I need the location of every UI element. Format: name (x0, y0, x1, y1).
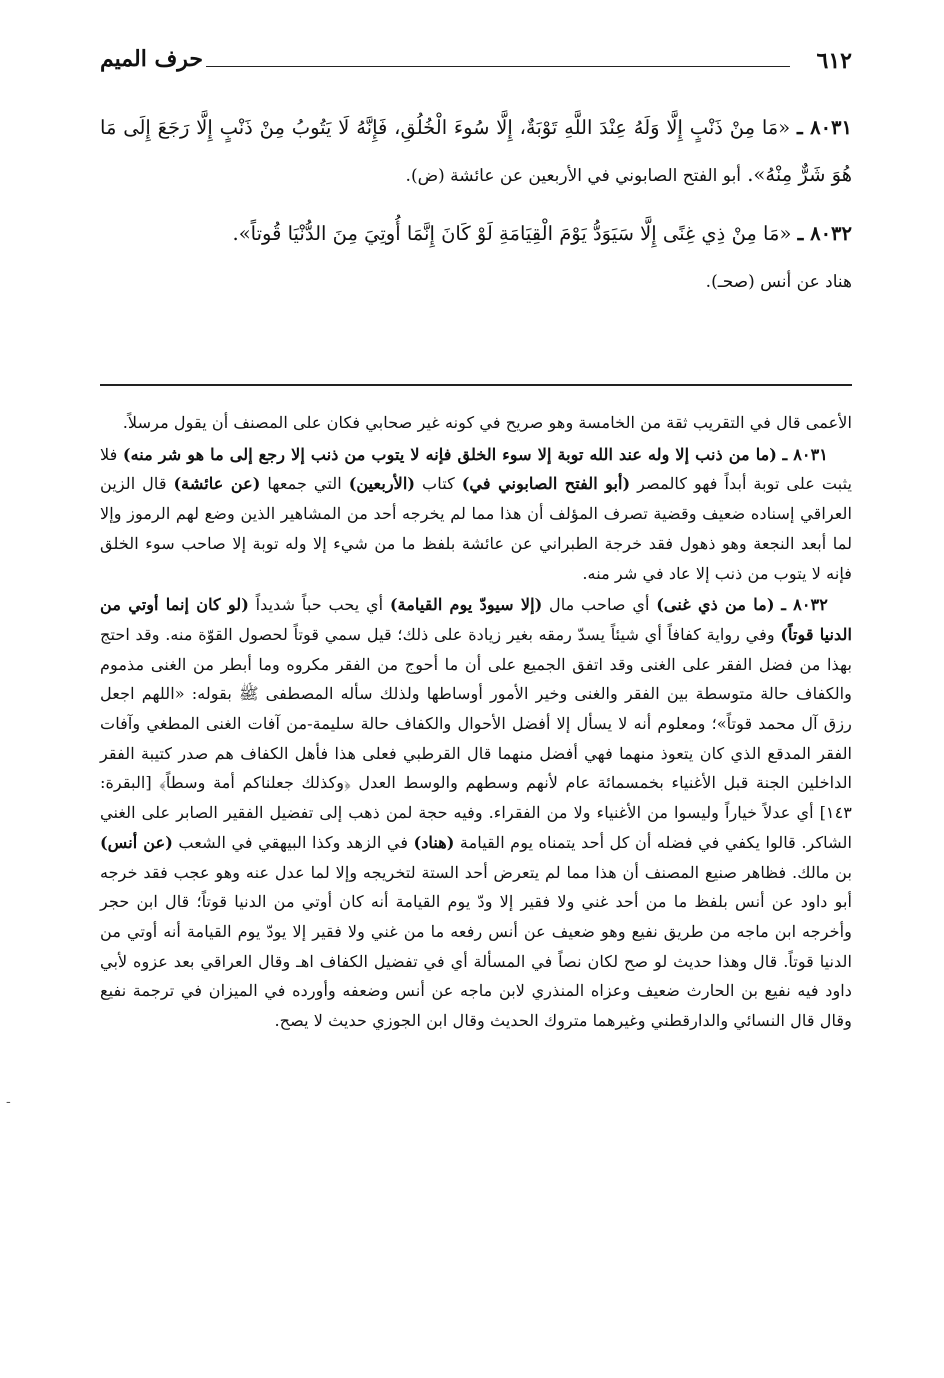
quoted-text: (الأربعين) (348, 474, 416, 494)
footnote-number: ٨٠٣١ ـ (782, 444, 828, 464)
footnote-separator (100, 384, 852, 386)
hadith-text: «مَا مِنْ ذَنْبٍ إِلَّا وَلَهُ عِنْدَ اللَّهِ تَوْبَةٌ، إِلَّا سُوءَ الْخُلُقِ، فَإِنَّهُ لَا يَتُوبُ مِنْ ذَنْبٍ إِلَّا رَجَعَ إِلَى مَا هُوَ شَرٌّ مِنْهُ». (100, 116, 852, 186)
commentary: كتاب (422, 474, 455, 494)
quoted-text: (أبو الفتح الصابوني في) (461, 474, 631, 494)
quoted-text: (ما من ذنب إلا وله عند الله توبة إلا سوء الخلق فإنه لا يتوب من ذنب إلا رجع إلى ما هو شر منه) (122, 444, 777, 464)
quoted-text: (عن أنس) (100, 832, 173, 852)
quoted-text: (هناد) (413, 832, 455, 852)
hadith-number: ٨٠٣١ ـ (796, 116, 852, 139)
commentary: في الزهد وكذا البيهقي في الشعب (178, 832, 409, 852)
commentary: أي صاحب مال (548, 595, 650, 615)
header-rule (206, 66, 790, 67)
quoted-text: (إلا سيودّ يوم القيامة) (389, 595, 543, 615)
commentary: قال الزين العراقي إسناده ضعيف وقضية تصرف المؤلف أن هذا مما لم يخرجه أحد من المشاهير الذين وضع لهم الرموز وإلا لما أبعد النجعة وهو ذهول فقد خرجة الطبراني عن عائشة بلفظ ما من شيء إلا وله توبة إلا صاحب سوء الخلق فإنه لا يتوب من ذنب إلا عاد في شر منه. (100, 474, 852, 583)
footnote-number: ٨٠٣٢ ـ (781, 595, 828, 615)
commentary: وفي رواية كفافاً أي شيئاً يسدّ رمقه بغير زيادة على ذلك؛ قيل سمي قوتاً لحصول القوّة منه. وقد احتج بهذا من فضل الفقر على الغنى وقد اتفق الجميع على أن ما أحوج من الفقر مكروه وما أبطر من الغنى مذموم والكفاف حالة متوسطة بين الفقر والغنى وخير الأمور أوساطها ولذلك سأله المصطفى ﷺ بقوله: «اللهم اجعل رزق آل محمد قوتاً»؛ ومعلوم أنه لا يسأل إلا أفضل الأحوال والكفاف حالة سليمة-من آفات الغنى المطغي وآفات الفقر المدقع الذي كان يتعوذ منهما فهي أفضل منهما قال القرطبي فعلى هذا فأهل الكفاف هم صدر كتيبة الفقر الداخلين الجنة قبل الأغنياء بخمسمائة عام لأنهم وسطهم والوسط العدل ﴿وكذلك جعلناكم أمة وسطاً﴾ [البقرة: ١٤٣] أي عدلاً خياراً وليسوا من الأغنياء ولا من الفقراء. وفيه حجة لمن ذهب إلى تفضيل الفقير الصابر على الغني الشاكر. قالوا يكفي في فضله أن كل أحد يتمناه يوم القيامة (100, 624, 852, 852)
hadith-source: هناد عن أنس (صحـ). (705, 272, 852, 292)
hadith-8031 (100, 104, 852, 200)
quoted-text: (عن عائشة) (173, 474, 261, 494)
hadith-source: أبو الفتح الصابوني في الأربعين عن عائشة (ض). (405, 166, 742, 186)
main-text (100, 104, 852, 316)
hadith-text: «مَا مِنْ ذِي غِنًى إِلَّا سَيَوَدُّ يَوْمَ الْقِيَامَةِ لَوْ كَانَ إِنَّمَا أُوتِيَ مِنَ الدُّنْيَا قُوتاً». (232, 222, 792, 245)
commentary: فلا يثبت على توبة أبداً فهو كالمصر (100, 444, 853, 494)
page-number: ٦١٢ (816, 48, 852, 74)
chapter-title: حرف الميم (100, 46, 204, 72)
margin-mark: - (6, 1094, 11, 1110)
page-header (100, 44, 852, 80)
hadith-number: ٨٠٣٢ ـ (797, 222, 852, 245)
footnote-continuation: الأعمى قال في التقريب ثقة من الخامسة وهو صريح في كونه غير صحابي فكان على المصنف أن يقول مرسلاً. (122, 413, 852, 432)
hadith-8032 (100, 210, 852, 306)
quoted-text: (لو كان إنما أوتي من الدنيا قوتاً) (100, 595, 852, 644)
footnote-8031 (100, 440, 852, 589)
commentary: بن مالك. فظاهر صنيع المصنف أن هذا مما لم يتعرض أحد الستة لتخريجه وإلا لما عدل عنه وهو عجب فقد خرجه أبو داود عن أنس بلفظ ما من أحد غني ولا فقير إلا ودّ يوم القيامة أنه كان أوتي من الدنيا قوتاً؛ قال ابن حجر وأخرجه ابن ماجه من طريق نفيع وهو ضعيف عن أنس رفعه ما من غني ولا فقير إلا يودّ يوم القيامة أنه أوتي من الدنيا قوتاً. قال وهذا حديث لو صح لكان نصاً في المسألة أي في تفضيل الكفاف اهـ وقال العراقي بعد عزوه لأبي داود فيه نفيع بن الحارث ضعيف وعزاه المنذري لابن ماجه عن أنس وضعفه وأورده في الميزان في ترجمة نفيع وقال قال النسائي والدارقطني وغيرهما متروك الحديث وقال ابن الجوزي حديث لا يصح. (100, 862, 852, 1031)
commentary: التي جمعها (267, 474, 342, 494)
quoted-text: (ما من ذي غنى) (656, 595, 775, 615)
footnotes (100, 408, 852, 1038)
commentary: أي يحب حباً شديداً (255, 595, 384, 615)
footnote-8032 (100, 590, 852, 1036)
